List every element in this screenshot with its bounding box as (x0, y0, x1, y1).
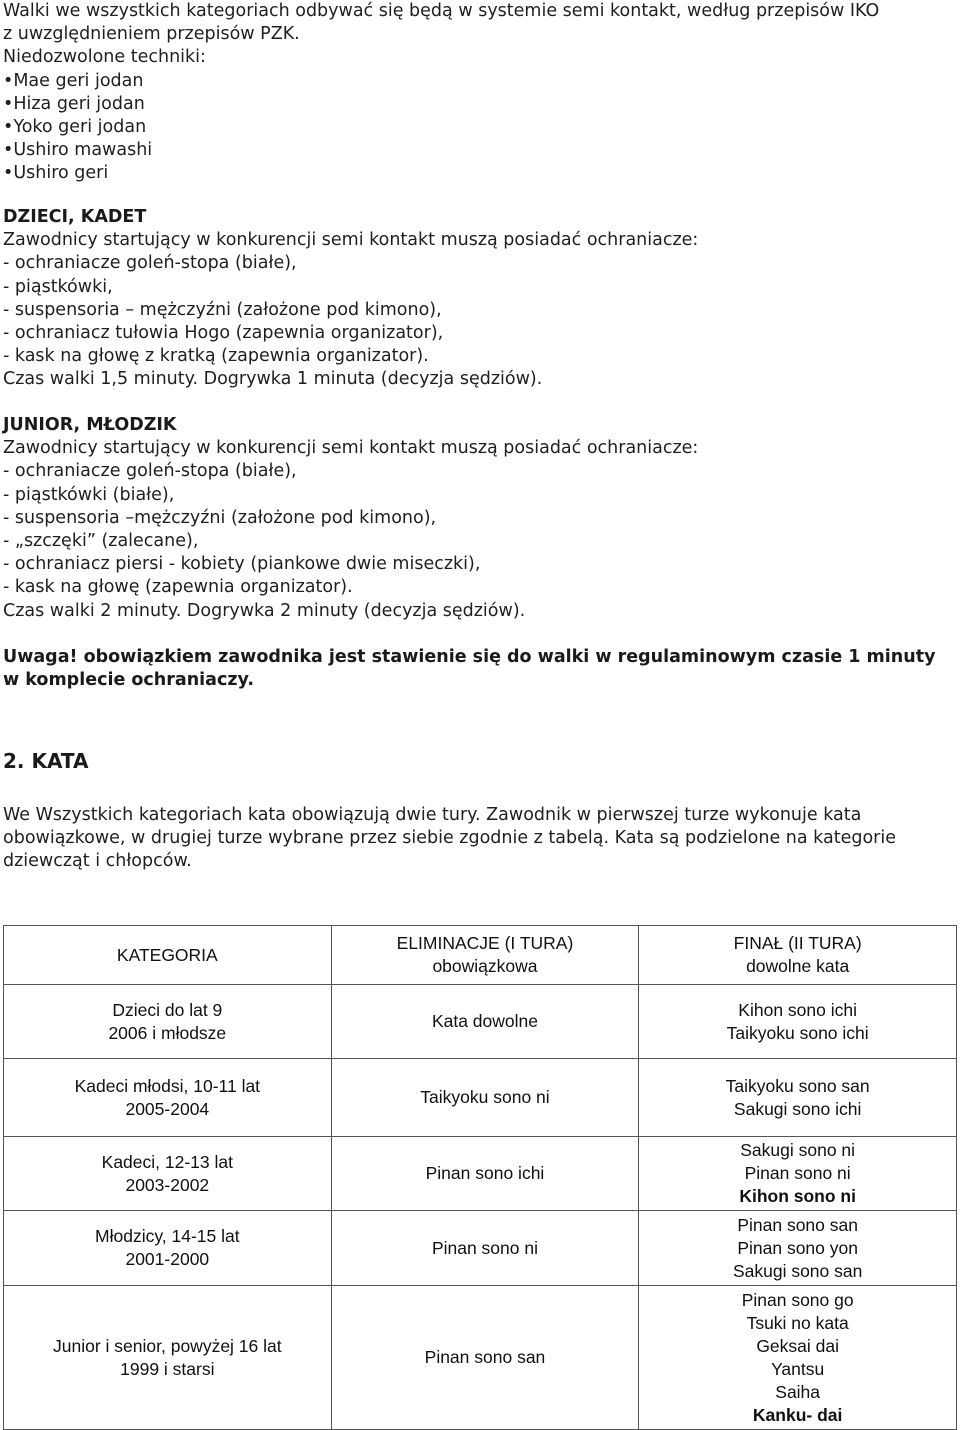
text-line: - ochraniacze goleń-stopa (białe), (3, 461, 297, 482)
text-line: Czas walki 1,5 minuty. Dogrywka 1 minuta (decyzja sędziów). (3, 369, 543, 390)
text-line: - ochraniacz tułowia Hogo (zapewnia organizator), (3, 323, 444, 344)
cell-final: Pinan sono san Pinan sono yon Sakugi sono san (639, 1211, 957, 1286)
cell-category: Dzieci do lat 9 2006 i młodsze (4, 985, 332, 1059)
intro-paragraph (3, 0, 879, 186)
cell-category: Kadeci młodsi, 10-11 lat 2005-2004 (4, 1059, 332, 1137)
header-kategoria: KATEGORIA (4, 926, 332, 985)
table-row (4, 1059, 957, 1137)
cell-elimination: Pinan sono ichi (331, 1137, 639, 1211)
text-line: Walki we wszystkich kategoriach odbywać się będą w systemie semi kontakt, według przepisów IKO (3, 1, 880, 21)
text-line: Niedozwolone techniki: (3, 47, 206, 68)
text-line: obowiązkowe, w drugiej turze wybrane przez siebie zgodnie z tabelą. Kata są podzielone na kategorie (3, 828, 896, 849)
text-line: We Wszystkich kategoriach kata obowiązują dwie tury. Zawodnik w pierwszej turze wykonuje kata (3, 805, 862, 825)
text-line: - „szczęki” (zalecane), (3, 531, 199, 552)
text-line: - suspensoria –mężczyźni (założone pod kimono), (3, 507, 437, 528)
section-junior-mlodzik (3, 414, 698, 623)
cell-final: Sakugi sono ni Pinan sono ni Kihon sono ni (639, 1137, 957, 1211)
text-line: Czas walki 2 minuty. Dogrywka 2 minuty (decyzja sędziów). (3, 600, 526, 621)
kata-heading: 2. KATA (3, 749, 89, 773)
section-heading: DZIECI, KADET (3, 207, 147, 227)
text-line: dziewcząt i chłopców. (3, 851, 192, 872)
cell-elimination: Taikyoku sono ni (331, 1059, 639, 1137)
cell-elimination: Pinan sono ni (331, 1211, 639, 1286)
text-line: - ochraniacze goleń-stopa (białe), (3, 253, 297, 274)
cell-category: Junior i senior, powyżej 16 lat 1999 i starsi (4, 1286, 332, 1430)
table-row (4, 1211, 957, 1286)
table-row (4, 1137, 957, 1211)
list-item: •Hiza geri jodan (3, 93, 145, 114)
kata-table (3, 925, 957, 1430)
warning-line: w komplecie ochraniaczy. (3, 670, 254, 691)
header-final: FINAŁ (II TURA) dowolne kata (639, 926, 957, 985)
cell-final: Taikyoku sono san Sakugi sono ichi (639, 1059, 957, 1137)
text-line: - ochraniacz piersi - kobiety (piankowe dwie miseczki), (3, 554, 481, 575)
text-line: Zawodnicy startujący w konkurencji semi kontakt muszą posiadać ochraniacze: (3, 438, 699, 459)
warning-line: Uwaga! obowiązkiem zawodnika jest stawienie się do walki w regulaminowym czasie 1 minuty (3, 647, 936, 667)
kata-intro (3, 804, 896, 874)
cell-final: Kihon sono ichi Taikyoku sono ichi (639, 985, 957, 1059)
list-item: •Yoko geri jodan (3, 117, 147, 138)
list-item: •Ushiro mawashi (3, 140, 153, 161)
section-dzieci-kadet (3, 206, 698, 392)
warning-note (3, 646, 935, 692)
text-line: - suspensoria – mężczyźni (założone pod kimono), (3, 299, 442, 320)
text-line: - piąstkówki, (3, 276, 113, 297)
text-line: - kask na głowę z kratką (zapewnia organizator). (3, 346, 429, 367)
text-line: - piąstkówki (białe), (3, 484, 175, 505)
section-heading: JUNIOR, MŁODZIK (3, 415, 177, 435)
cell-elimination: Pinan sono san (331, 1286, 639, 1430)
cell-elimination: Kata dowolne (331, 985, 639, 1059)
table-row (4, 985, 957, 1059)
table-header-row (4, 926, 957, 985)
cell-category: Młodzicy, 14-15 lat 2001-2000 (4, 1211, 332, 1286)
list-item: •Ushiro geri (3, 163, 109, 184)
text-line: z uwzględnieniem przepisów PZK. (3, 24, 300, 45)
table-row (4, 1286, 957, 1430)
text-line: - kask na głowę (zapewnia organizator). (3, 577, 353, 598)
text-line: Zawodnicy startujący w konkurencji semi kontakt muszą posiadać ochraniacze: (3, 230, 699, 251)
cell-category: Kadeci, 12-13 lat 2003-2002 (4, 1137, 332, 1211)
list-item: •Mae geri jodan (3, 70, 144, 91)
cell-final: Pinan sono go Tsuki no kata Geksai dai Yantsu Saiha Kanku- dai (639, 1286, 957, 1430)
header-eliminacje: ELIMINACJE (I TURA) obowiązkowa (331, 926, 639, 985)
